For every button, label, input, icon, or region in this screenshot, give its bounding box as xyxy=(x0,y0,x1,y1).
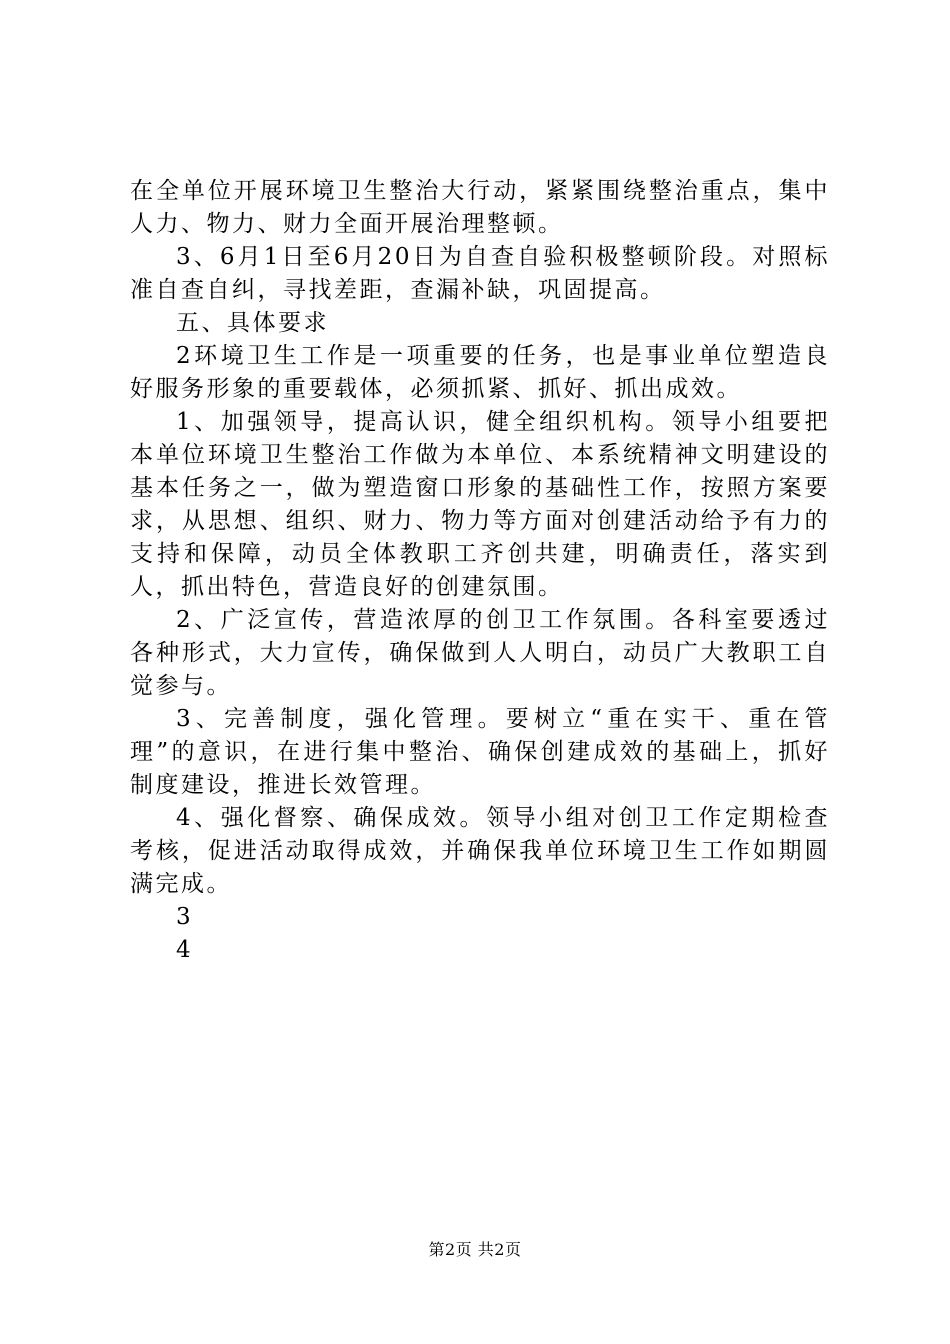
section-heading-requirements: 五、具体要求 xyxy=(176,310,329,336)
paragraph-number-3: 3 xyxy=(176,904,194,930)
page-number: 第2页 共2页 xyxy=(428,1240,522,1259)
paragraph-management: 3、完善制度，强化管理。要树立“重在实干、重在管理”的意识，在进行集中整治、确保创建成效的基础上，抓好制度建设，推进长效管理。 xyxy=(130,706,830,798)
paragraph-importance: 2环境卫生工作是一项重要的任务，也是事业单位塑造良好服务形象的重要载体，必须抓紧、抓好、抓出成效。 xyxy=(130,343,830,402)
paragraph-self-check-stage: 3、6月1日至6月20日为自查自验积极整顿阶段。对照标准自查自纠，寻找差距，查漏补缺，巩固提高。 xyxy=(130,244,830,303)
document-body xyxy=(130,175,830,967)
paragraph-number-4: 4 xyxy=(176,937,194,963)
paragraph-leadership: 1、加强领导，提高认识，健全组织机构。领导小组要把本单位环境卫生整治工作做为本单位、本系统精神文明建设的基本任务之一，做为塑造窗口形象的基础性工作，按照方案要求，从思想、组织、财力、物力等方面对创建活动给予有力的支持和保障，动员全体教职工齐创共建，明确责任，落实到人，抓出特色，营造良好的创建氛围。 xyxy=(130,409,830,600)
paragraph-supervision: 4、强化督察、确保成效。领导小组对创卫工作定期检查考核，促进活动取得成效，并确保我单位环境卫生工作如期圆满完成。 xyxy=(130,805,830,897)
paragraph-publicity: 2、广泛宣传，营造浓厚的创卫工作氛围。各科室要透过各种形式，大力宣传，确保做到人人明白，动员广大教职工自觉参与。 xyxy=(130,607,830,699)
paragraph-continuation: 在全单位开展环境卫生整治大行动，紧紧围绕整治重点，集中人力、物力、财力全面开展治理整顿。 xyxy=(130,178,830,237)
